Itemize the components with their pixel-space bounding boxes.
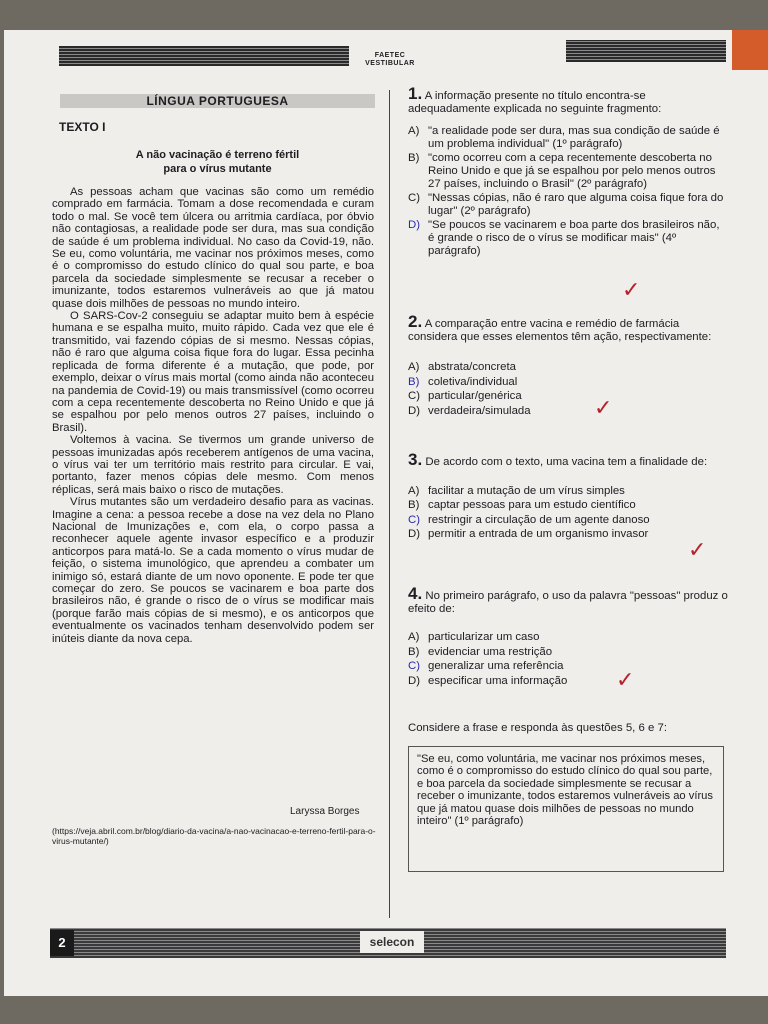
- question-3-option-b: [408, 499, 728, 512]
- option-letter: D): [408, 404, 421, 417]
- question-2-stem: A comparação entre vacina e remédio de farmácia considera que esses elementos têm ação, respectivamente:: [408, 318, 712, 343]
- article-paragraph-1: As pessoas acham que vacinas são como um remédio comprado em farmácia. Tomam a dose recomendada e curam todo o mal. Se você tem úlcera ou arritmia cardíaca, por óbvio não contagiosas, a realidade pode ser dura, mas sua condição de saúde é um problema individual. No caso da Covid-19, não. Se eu, como voluntária, me vacinar nos próximos meses, como é o compromisso do estudo clínico do qual sou parte, e boa parcela da sociedade simplesmente se recusar a receber o imunizante, todos estaremos vulneráveis ao que já matou quase dois milhões de pessoas no mundo inteiro.: [52, 186, 374, 310]
- question-1-stem: A informação presente no título encontra-se adequadamente explicada no seguinte fragmento:: [408, 90, 662, 115]
- question-4-number: 4.: [408, 584, 423, 603]
- question-3-option-d: [408, 528, 728, 541]
- checkmark-icon: ✓: [594, 396, 613, 421]
- option-letter: A): [408, 361, 420, 374]
- question-1-number: 1.: [408, 84, 423, 103]
- page-edge-decoration: [732, 30, 768, 70]
- article-paragraph-2: O SARS-Cov-2 conseguiu se adaptar muito bem à espécie humana e se espalha muito, muito rápido. Cada vez que ele é transmitido, vai fazendo cópias de si mesmo. Nessas cópias, não é raro que alguma coisa fique fora do lugar. Essa pecinha replicada de forma diferente é a mutação, que pode, por exemplo, deixar o vírus mais mortal (como ainda não aconteceu na pandemia de Covid-19) ou mais transmissível (como ocorreu com a cepa recentemente descoberta no Reino Unido e que já se espalhou por pelo menos outros 27 países, incluindo o Brasil).: [52, 310, 374, 434]
- question-1-option-b: [408, 152, 728, 190]
- question-2-option-b: [408, 376, 728, 389]
- option-text: evidenciar uma restrição: [428, 645, 553, 658]
- header-line-1: FAETEC: [374, 52, 406, 59]
- question-3: [408, 450, 728, 541]
- option-letter: C): [408, 390, 421, 403]
- option-letter: A): [408, 631, 420, 644]
- header-line-2: VESTIBULAR: [365, 60, 415, 67]
- option-letter-marked: D): [408, 219, 421, 232]
- question-4-option-d: [408, 675, 728, 688]
- option-text: generalizar uma referência: [428, 660, 564, 673]
- option-text: abstrata/concreta: [428, 361, 517, 374]
- question-3-option-a: [408, 485, 728, 498]
- question-1: [408, 84, 728, 257]
- option-text: captar pessoas para um estudo científico: [428, 499, 636, 512]
- article-paragraph-3: Voltemos à vacina. Se tivermos um grande universo de pessoas imunizadas após receberem antígenos de uma vacina, o vírus vai ter um território mais restrito para circular. E vai, portanto, fazer menos cópias dele mesmo. Com menos réplicas, será mais baixo o risco de mutações.: [52, 434, 374, 496]
- question-2-option-d: [408, 405, 728, 418]
- checkmark-icon: ✓: [688, 538, 707, 563]
- option-text: "a realidade pode ser dura, mas sua condição de saúde é um problema individual" (1º parágrafo): [428, 125, 720, 150]
- option-letter: B): [408, 499, 420, 512]
- question-2-number: 2.: [408, 312, 423, 331]
- option-text: "como ocorreu com a cepa recentemente descoberta no Reino Unido e que já se espalhou por pelo menos outros 27 países, incluindo o Brasil" (2º parágrafo): [428, 152, 716, 190]
- question-3-number: 3.: [408, 450, 423, 469]
- question-4: [408, 584, 728, 688]
- question-4-stem: No primeiro parágrafo, o uso da palavra "pessoas" produz o efeito de:: [408, 590, 728, 615]
- option-text: facilitar a mutação de um vírus simples: [428, 484, 625, 497]
- question-4-option-a: [408, 631, 728, 644]
- article-title-line-1: A não vacinação é terreno fértil: [135, 149, 300, 161]
- exam-header: [352, 52, 428, 68]
- option-letter-marked: C): [408, 660, 421, 673]
- option-letter: D): [408, 674, 421, 687]
- option-letter: A): [408, 484, 420, 497]
- article-title: [60, 148, 375, 176]
- option-text: particular/genérica: [428, 390, 522, 403]
- option-letter-marked: C): [408, 513, 421, 526]
- question-4-option-c: [408, 660, 728, 673]
- column-divider: [389, 90, 390, 918]
- question-2: [408, 312, 728, 418]
- question-2-option-c: [408, 390, 728, 403]
- article-body: [52, 186, 374, 645]
- option-text: verdadeira/simulada: [428, 404, 531, 417]
- texto-label: TEXTO I: [59, 120, 106, 134]
- question-2-option-a: [408, 361, 728, 374]
- question-1-option-c: [408, 192, 728, 217]
- option-letter-marked: B): [408, 375, 420, 388]
- article-paragraph-4: Vírus mutantes são um verdadeiro desafio para as vacinas. Imagine a cena: a pessoa recebe a dose na vez dela no Plano Nacional de Imunizações e, com ela, o corpo passa a reconhecer aquele agente invasor específico e a produzir anticorpos para matá-lo. Se a cada momento o vírus mudar de feição, o sistema imunológico, que aprendeu a combater um inimigo só, estará diante de um novo oponente. E pode ter que começar do zero. Se poucos se vacinarem e boa parte dos brasileiros não, é grande o risco de o vírus se modificar mais (porque farão mais cópias de si mesmo), e os anticorpos que eventualmente os vacinados tenham desenvolvido podem ser inúteis diante da nova cepa.: [52, 496, 374, 645]
- option-letter: D): [408, 528, 421, 541]
- question-3-option-c: [408, 514, 728, 527]
- article-author: Laryssa Borges: [290, 806, 360, 817]
- page-number: 2: [50, 930, 74, 956]
- checkmark-icon: ✓: [616, 668, 635, 693]
- option-text: particularizar um caso: [428, 631, 540, 644]
- option-text: especificar uma informação: [428, 674, 568, 687]
- option-text: coletiva/individual: [428, 375, 518, 388]
- header-bar-left: [59, 46, 349, 66]
- question-1-option-a: [408, 125, 728, 150]
- article-title-line-2: para o vírus mutante: [163, 163, 272, 175]
- article-source: (https://veja.abril.com.br/blog/diario-da-vacina/a-nao-vacinacao-e-terreno-fertil-para-o-virus-mutante/): [52, 826, 376, 846]
- quote-box: "Se eu, como voluntária, me vacinar nos próximos meses, como é o compromisso do estudo clínico do qual sou parte, e boa parcela da sociedade simplesmente se recusar a receber o imunizante, todos estaremos vulneráveis ao vírus que já matou quase dois milhões de pessoas no mundo inteiro" (1º parágrafo): [408, 746, 724, 872]
- header-bar-right: [566, 40, 726, 62]
- option-text: restringir a circulação de um agente danoso: [428, 513, 650, 526]
- selecon-logo: selecon: [360, 931, 424, 953]
- question-3-stem: De acordo com o texto, uma vacina tem a finalidade de:: [425, 456, 708, 468]
- option-text: "Se poucos se vacinarem e boa parte dos brasileiros não, é grande o risco de o vírus se modificar mais" (4º parágrafo): [428, 219, 720, 257]
- option-letter: B): [408, 645, 420, 658]
- instruction-text: Considere a frase e responda às questões 5, 6 e 7:: [408, 722, 667, 734]
- question-1-option-d: [408, 219, 728, 257]
- option-text: "Nessas cópias, não é raro que alguma coisa fique fora do lugar" (2º parágrafo): [428, 192, 724, 217]
- option-letter: A): [408, 125, 420, 138]
- option-letter: B): [408, 152, 420, 165]
- section-title: LÍNGUA PORTUGUESA: [60, 94, 375, 108]
- checkmark-icon: ✓: [622, 278, 641, 303]
- question-4-option-b: [408, 646, 728, 659]
- option-text: permitir a entrada de um organismo invasor: [428, 528, 649, 541]
- option-letter: C): [408, 192, 421, 205]
